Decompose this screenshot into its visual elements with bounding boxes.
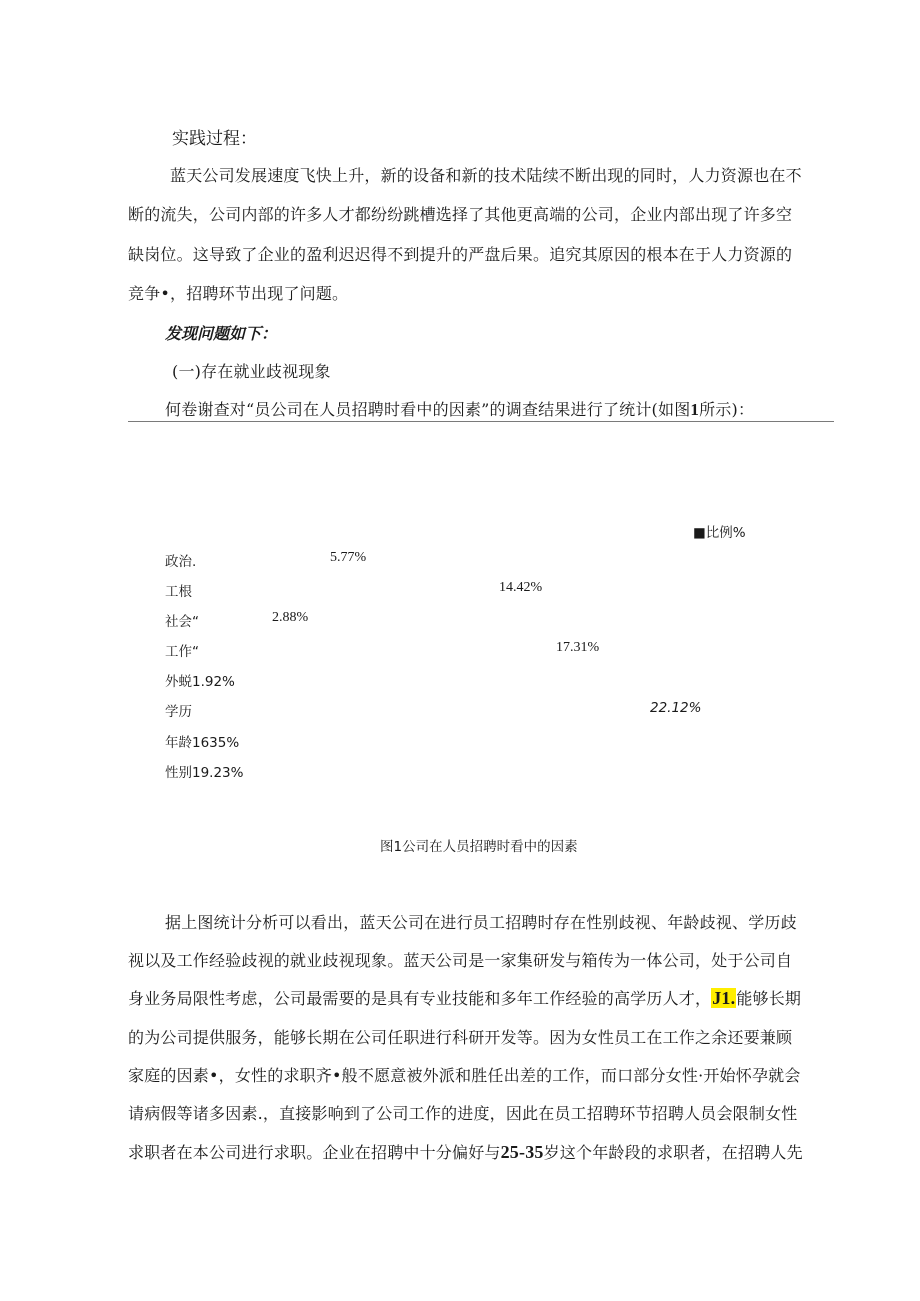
age-range: 25-35: [500, 1142, 544, 1162]
intro-line-1: 蓝天公司发展速度飞快上升，新的设备和新的技术陆续不断出现的同时，人力资源也在不: [170, 166, 802, 185]
chart-category-label: 外蜕: [165, 674, 192, 690]
survey-line-after: 所示)：: [699, 400, 755, 419]
chart-value-label: 1.92%: [192, 674, 235, 690]
section-heading: 实践过程：: [172, 129, 257, 149]
chart-category-label: 工根: [165, 584, 192, 600]
chart-value-label: 17.31%: [556, 640, 600, 655]
problems-heading: 发现问题如下：: [165, 324, 278, 343]
chart-value-label: 2.88%: [272, 610, 309, 625]
chart-value-label: 22.12%: [650, 700, 702, 716]
analysis-line-1: 据上图统计分析可以看出，蓝天公司在进行员工招聘时存在性别歧视、年龄歧视、学历歧: [165, 913, 797, 932]
figure-number: 1: [690, 400, 700, 419]
chart-category-label: 政治.: [165, 554, 197, 570]
survey-line: [165, 397, 754, 420]
chart-legend: ■比例%: [693, 525, 746, 541]
chart-caption: 图1公司在人员招聘时看中的因素: [380, 839, 578, 855]
survey-line-before: 何卷谢查对“员公司在人员招聘时看中的因素”的调查结果进行了统计(如图: [165, 400, 691, 419]
analysis-line-3-before: 身业务局限性考虑，公司最需要的是具有专业技能和多年工作经验的高学历人才，: [128, 989, 712, 1008]
analysis-line-4: 的为公司提供服务，能够长期在公司任职进行科研开发等。因为女性员工在工作之余还要兼顾: [128, 1028, 793, 1047]
chart-value-label: 19.23%: [192, 765, 244, 781]
highlighted-text: J1.: [712, 988, 736, 1008]
chart-row-label: [165, 761, 243, 781]
chart-category-label: 社会“: [165, 614, 199, 630]
chart-category-label: 年龄: [165, 735, 192, 751]
chart-row-label: [165, 731, 239, 751]
analysis-line-7-before: 求职者在本公司进行求职。企业在招聘中十分偏好与: [128, 1143, 501, 1162]
analysis-line-2: 视以及工作经验歧视的就业歧视现象。蓝天公司是一家集研发与箱传为一体公司，处于公司自: [128, 951, 793, 970]
chart-row-label: [165, 670, 235, 690]
chart-value-label: 5.77%: [330, 550, 367, 565]
subheading: (一)存在就业歧视现象: [172, 362, 331, 381]
chart-category-label: 性别: [165, 765, 192, 781]
chart-value-label: 1635%: [192, 735, 240, 751]
intro-line-3: 缺岗位。这导致了企业的盈利迟迟得不到提升的严盘后果。追究其原因的根本在于人力资源的: [128, 245, 793, 264]
intro-line-2: 断的流失，公司内部的许多人才都纷纷跳槽选择了其他更高端的公司，企业内部出现了许多空: [128, 205, 793, 224]
analysis-line-3-after: 能够长期: [736, 989, 802, 1008]
chart-category-label: 学历: [165, 704, 192, 720]
chart-category-label: 工作“: [165, 644, 199, 660]
analysis-line-7: [128, 1140, 803, 1163]
analysis-line-6: 请病假等诸多因素.，直接影响到了公司工作的进度，因此在员工招聘环节招聘人员会限制女性: [128, 1104, 798, 1123]
intro-line-4: 竞争•，招聘环节出现了问题。: [128, 284, 349, 303]
analysis-line-7-after: 岁这个年龄段的求职者，在招聘人先: [543, 1143, 803, 1162]
chart-value-label: 14.42%: [499, 580, 543, 595]
analysis-line-3: [128, 986, 801, 1009]
divider-line: [128, 421, 834, 422]
analysis-line-5: 家庭的因素•，女性的求职齐•般不愿意被外派和胜任出差的工作，而口部分女性·开始怀孕就会: [128, 1066, 801, 1085]
